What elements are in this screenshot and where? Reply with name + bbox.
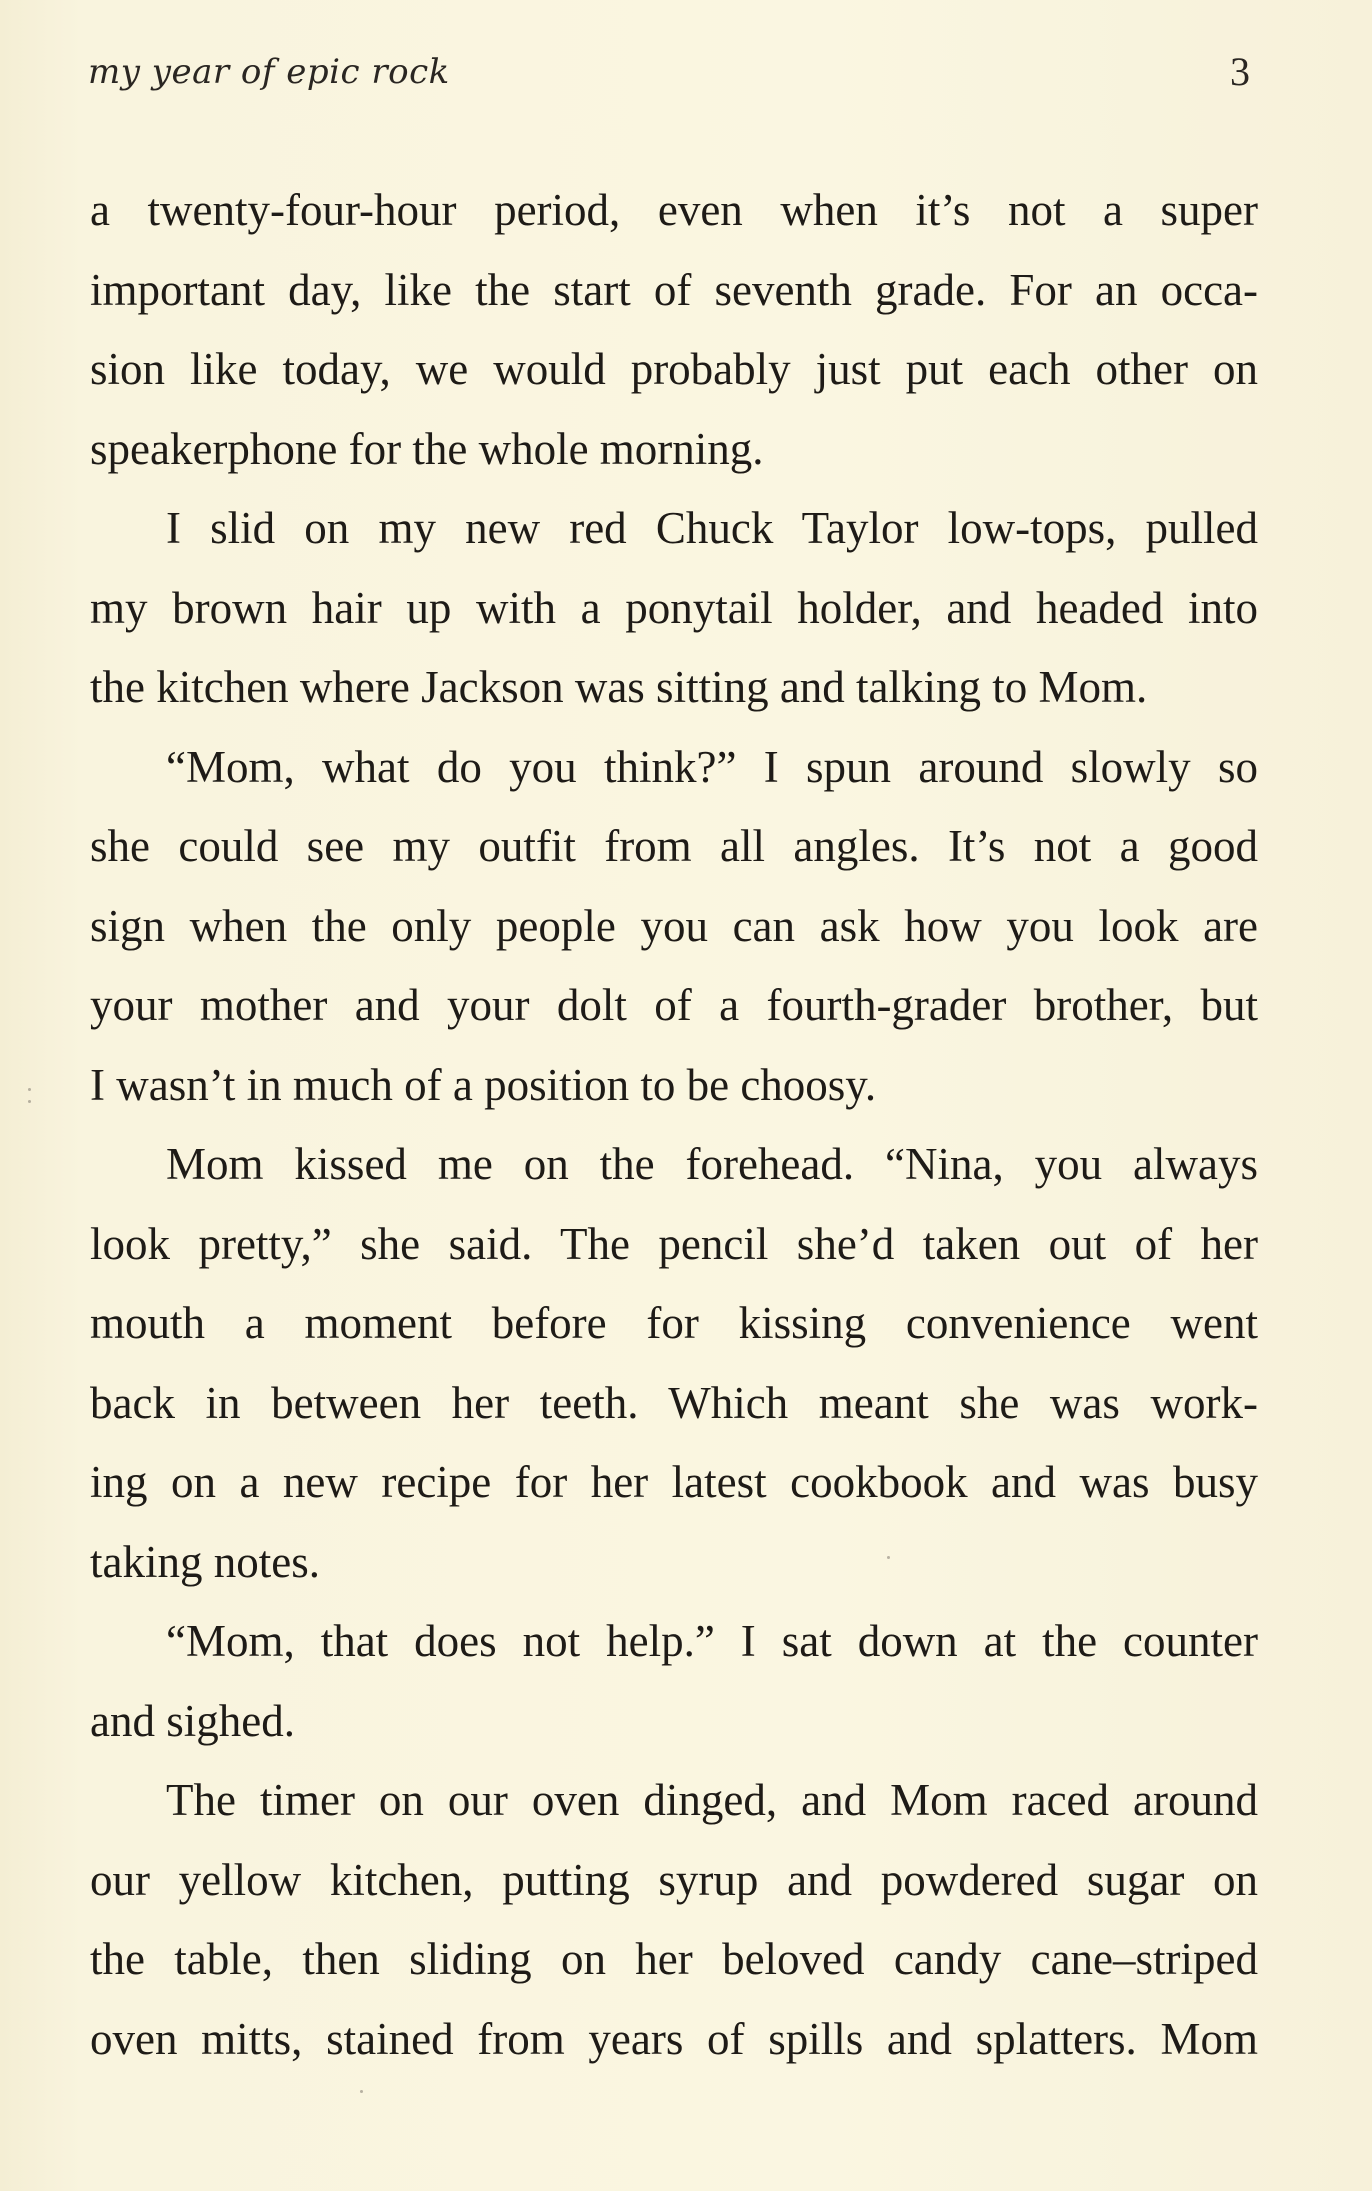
text-line: sign when the only people you can ask how you look are [90, 900, 1258, 951]
text-line: oven mitts, stained from years of spills and splatters. Mom [90, 2013, 1258, 2064]
text-line: a twenty-four-hour period, even when it’s not a super [90, 185, 1258, 235]
running-head: my year of epic rock [88, 52, 450, 92]
text-line: taking notes. [90, 1536, 320, 1587]
text-line: speakerphone for the whole morning. [90, 423, 764, 474]
text-line: our yellow kitchen, putting syrup and powdered sugar on [90, 1854, 1258, 1905]
text-line: I wasn’t in much of a position to be choosy. [90, 1059, 877, 1110]
text-line: the table, then sliding on her beloved candy cane–striped [90, 1934, 1258, 1984]
paper-speck [887, 1556, 890, 1559]
text-line: my brown hair up with a ponytail holder, and headed into [90, 582, 1258, 633]
body-text [90, 182, 1258, 2090]
text-line: look pretty,” she said. The pencil she’d taken out of her [90, 1218, 1258, 1269]
text-line: your mother and your dolt of a fourth-grader brother, but [90, 980, 1258, 1030]
text-line: I slid on my new red Chuck Taylor low-tops, pulled [166, 503, 1258, 553]
text-line: the kitchen where Jackson was sitting and talking to Mom. [90, 662, 1148, 712]
text-line: mouth a moment before for kissing convenience went [90, 1298, 1258, 1348]
text-line: she could see my outfit from all angles. It’s not a good [90, 821, 1258, 871]
page-number: 3 [1230, 49, 1250, 94]
text-line: important day, like the start of seventh grade. For an occa- [90, 264, 1258, 315]
text-line: back in between her teeth. Which meant she was work- [90, 1377, 1258, 1428]
paper-speck [360, 2090, 363, 2093]
paper-speck [28, 1100, 31, 1103]
text-line: and sighed. [90, 1695, 295, 1746]
paper-speck [28, 1088, 31, 1091]
text-line: ing on a new recipe for her latest cookbook and was busy [90, 1457, 1258, 1507]
text-line: “Mom, that does not help.” I sat down at the counter [166, 1616, 1258, 1666]
text-line: The timer on our oven dinged, and Mom raced around [166, 1775, 1258, 1825]
text-line: Mom kissed me on the forehead. “Nina, you always [166, 1139, 1258, 1189]
text-line: “Mom, what do you think?” I spun around slowly so [166, 741, 1258, 792]
text-line: sion like today, we would probably just put each other on [90, 344, 1258, 394]
